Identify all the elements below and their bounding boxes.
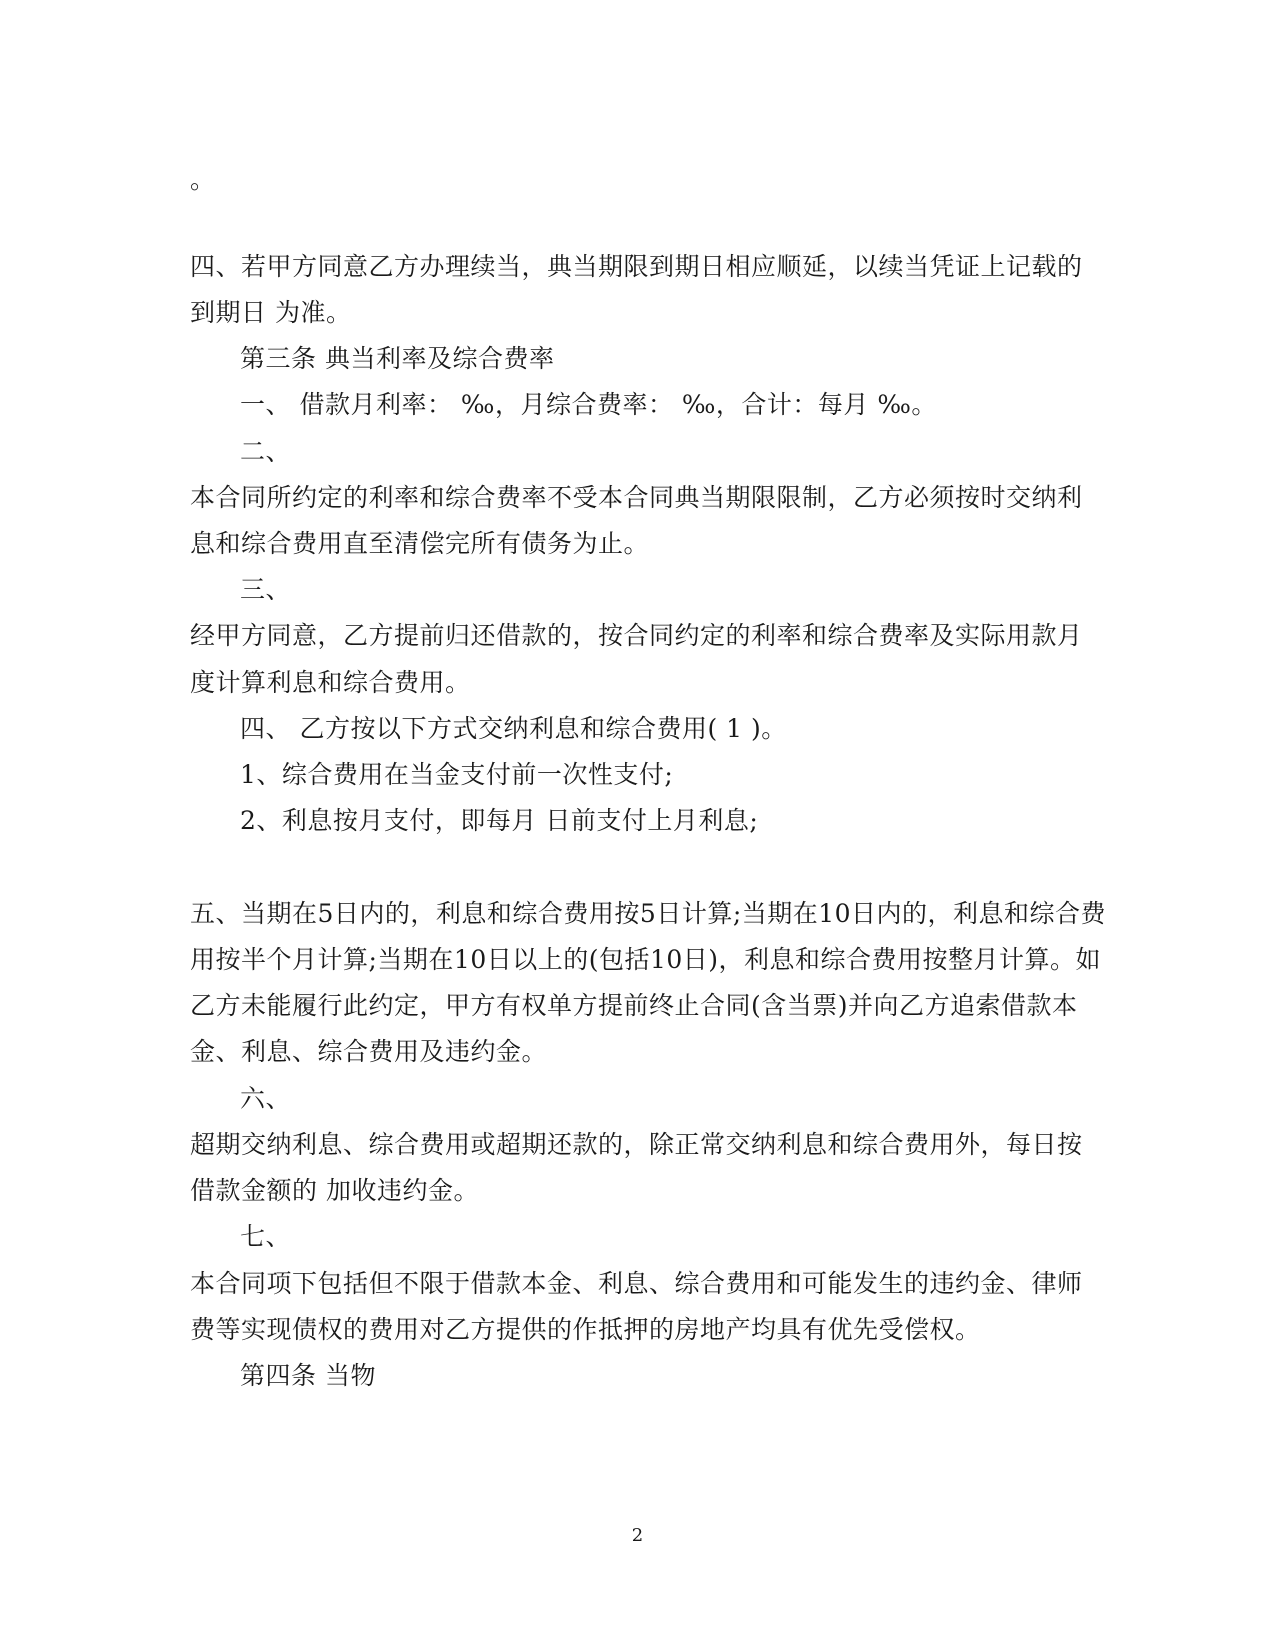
text-line: 本合同所约定的利率和综合费率不受本合同典当期限限制，乙方必须按时交纳利 [190, 483, 1083, 512]
text-line: 四、若甲方同意乙方办理续当，典当期限到期日相应顺延，以续当凭证上记载的 [190, 252, 1083, 281]
text-line: 二、 [240, 437, 292, 466]
text-line: 本合同项下包括但不限于借款本金、利息、综合费用和可能发生的违约金、律师 [190, 1269, 1083, 1298]
section-heading: 第三条 典当利率及综合费率 [240, 344, 555, 373]
page-number: 2 [631, 1525, 644, 1546]
text-line: 1、综合费用在当金支付前一次性支付; [240, 760, 674, 789]
text-line: 借款金额的 加收违约金。 [190, 1176, 479, 1205]
text-line: 五、当期在5日内的，利息和综合费用按5日计算;当期在10日内的，利息和综合费 [190, 899, 1107, 928]
text-line: 经甲方同意，乙方提前归还借款的，按合同约定的利率和综合费率及实际用款月 [190, 621, 1083, 650]
text-line: 超期交纳利息、综合费用或超期还款的，除正常交纳利息和综合费用外，每日按 [190, 1130, 1083, 1159]
text-line: 六、 [240, 1084, 292, 1113]
text-line: 三、 [240, 575, 292, 604]
text-line: 费等实现债权的费用对乙方提供的作抵押的房地产均具有优先受偿权。 [190, 1315, 981, 1344]
text-line: 度计算利息和综合费用。 [190, 668, 471, 697]
text-line: 金、利息、综合费用及违约金。 [190, 1037, 548, 1066]
text-line: 。 [190, 165, 216, 194]
text-line: 息和综合费用直至清偿完所有债务为止。 [190, 529, 650, 558]
text-line: 乙方未能履行此约定，甲方有权单方提前终止合同(含当票)并向乙方追索借款本 [190, 991, 1078, 1020]
text-line: 四、 乙方按以下方式交纳利息和综合费用( 1 )。 [240, 714, 787, 743]
section-heading: 第四条 当物 [240, 1361, 376, 1390]
text-line: 一、 借款月利率： ‰，月综合费率： ‰，合计：每月 ‰。 [240, 390, 937, 419]
text-line: 2、利息按月支付，即每月 日前支付上月利息; [240, 806, 759, 835]
text-line: 七、 [240, 1222, 292, 1251]
text-line: 用按半个月计算;当期在10日以上的(包括10日)，利息和综合费用按整月计算。如 [190, 945, 1102, 974]
text-line: 到期日 为准。 [190, 298, 352, 327]
